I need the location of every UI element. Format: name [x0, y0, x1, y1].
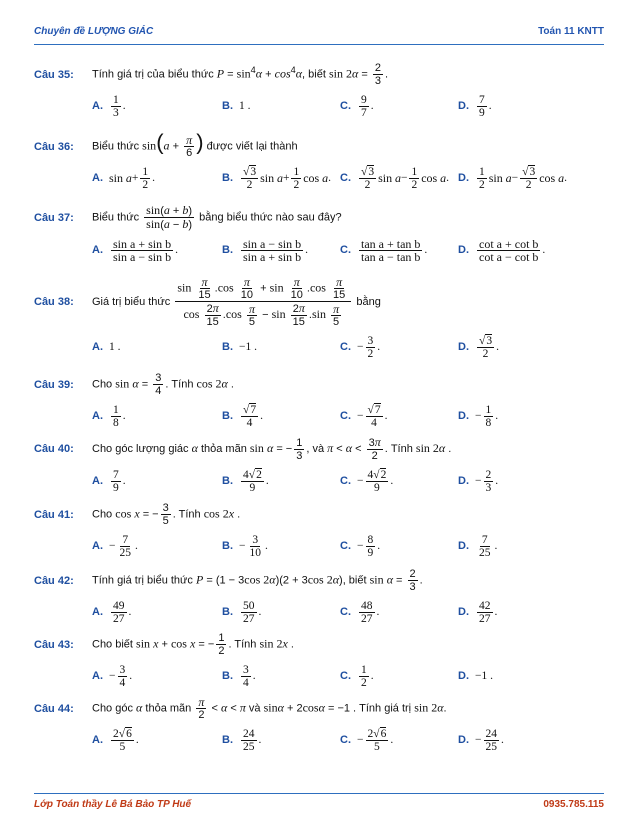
- option-c[interactable]: C. − $\frac{2√6}{5}$ .: [340, 727, 394, 753]
- question-38: [34, 276, 604, 362]
- option-b[interactable]: B. 1 .: [222, 100, 251, 112]
- option-a[interactable]: A. $\frac{1}{8}$ .: [92, 403, 126, 429]
- question-35: [34, 62, 604, 121]
- option-d[interactable]: D. − $\frac{24}{25}$ .: [458, 727, 504, 753]
- option-b[interactable]: B. $\frac{√3}{2}$ sin a + $\frac{1}{2}$ cos a .: [222, 165, 331, 191]
- option-d[interactable]: D. $\frac{7}{25}$ .: [458, 533, 498, 559]
- question-number: Câu 44:: [34, 702, 74, 715]
- option-d[interactable]: D. $\frac{√3}{2}$ .: [458, 334, 499, 360]
- option-b[interactable]: B. − $\frac{3}{10}$ .: [222, 533, 268, 559]
- option-a[interactable]: A. $\frac{1}{3}$ .: [92, 93, 126, 119]
- option-b[interactable]: B. $\frac{\text{sin a − sin b}}{\text{sin a + sin b}}$ .: [222, 236, 308, 264]
- option-b[interactable]: B. $\frac{24}{25}$ .: [222, 727, 262, 753]
- question-text: Giá trị biểu thức sin $\frac{\pi}{15}$ .cos $\frac{\pi}{10}$ + sin $\frac{\pi}{10}$ .cos $\frac{\pi}{15}$ cos $\frac{2\pi}{15}$ .cos $\frac{\pi}{5}$ − sin $\frac{2\pi}{15}$ .sin $\frac{\pi}{5}$ bằng: [92, 275, 381, 328]
- question-text: Cho góc α thỏa mãn $\frac{\pi}{2}$ < α < π và sinα + 2cosα = −1 . Tính giá trị sin 2α.: [92, 695, 447, 721]
- option-a[interactable]: A. $\frac{\text{sin a + sin b}}{\text{sin a − sin b}}$ .: [92, 236, 178, 264]
- question-40: [34, 436, 604, 496]
- option-b[interactable]: B. $\frac{√7}{4}$ .: [222, 403, 263, 429]
- option-b[interactable]: B. $\frac{50}{27}$ .: [222, 599, 262, 625]
- option-a[interactable]: A. $\frac{2√6}{5}$ .: [92, 727, 139, 753]
- question-text: Cho sin α = $\frac{3}{4}$ . Tính cos 2α .: [92, 372, 234, 397]
- answer-options: [34, 235, 604, 265]
- footer-teacher: Lớp Toán thầy Lê Bá Bảo TP Huế: [34, 799, 192, 810]
- option-c[interactable]: C. $\frac{√3}{2}$ sin a − $\frac{1}{2}$ cos a .: [340, 165, 449, 191]
- question-number: Câu 36:: [34, 140, 74, 153]
- answer-options: [34, 401, 604, 431]
- option-d[interactable]: D. − $\frac{2}{3}$ .: [458, 468, 499, 494]
- option-d[interactable]: D. − $\frac{1}{8}$ .: [458, 403, 499, 429]
- page-header: [34, 26, 604, 44]
- option-b[interactable]: B. $\frac{4√2}{9}$ .: [222, 468, 269, 494]
- header-topic: Chuyên đề LƯỢNG GIÁC: [34, 26, 154, 37]
- question-39: [34, 372, 604, 431]
- question-number: Câu 42:: [34, 574, 74, 587]
- option-a[interactable]: A. 1 .: [92, 341, 121, 353]
- footer-rule: [34, 793, 604, 794]
- answer-options: [34, 531, 604, 561]
- answer-options: [34, 466, 604, 496]
- answer-options: [34, 661, 604, 691]
- answer-options: [34, 163, 604, 193]
- question-number: Câu 38:: [34, 296, 74, 308]
- option-c[interactable]: C. − $\frac{4√2}{9}$ .: [340, 468, 394, 494]
- option-c[interactable]: C. $\frac{48}{27}$ .: [340, 599, 380, 625]
- question-text: Cho góc lượng giác α thỏa mãn sin α = − $\frac{1}{3}$ , và π < α < $\frac{3\pi}{2}$ . Tính sin 2α .: [92, 435, 452, 462]
- option-d[interactable]: D. $\frac{\text{cot a + cot b}}{\text{cot a − cot b}}$ .: [458, 236, 546, 264]
- option-a[interactable]: A. − $\frac{7}{25}$ .: [92, 533, 138, 559]
- question-43: [34, 632, 604, 691]
- option-c[interactable]: C. $\frac{9}{7}$ .: [340, 93, 374, 119]
- question-text: Biểu thức sin(a + $\frac{\pi}{6}$ ) được viết lại thành: [92, 129, 298, 159]
- question-number: Câu 43:: [34, 638, 74, 651]
- header-course: Toán 11 KNTT: [538, 26, 604, 37]
- question-41: [34, 502, 604, 561]
- header-rule: [34, 44, 604, 45]
- option-d[interactable]: D. $\frac{7}{9}$ .: [458, 93, 492, 119]
- question-number: Câu 37:: [34, 211, 74, 224]
- question-number: Câu 41:: [34, 508, 74, 521]
- option-c[interactable]: C. − $\frac{8}{9}$ .: [340, 533, 381, 559]
- option-c[interactable]: C. $\frac{1}{2}$ .: [340, 663, 374, 689]
- option-a[interactable]: A. − $\frac{3}{4}$ .: [92, 663, 133, 689]
- footer-phone: 0935.785.115: [543, 799, 604, 810]
- question-36: [34, 129, 604, 193]
- answer-options: [34, 91, 604, 121]
- option-a[interactable]: A. sin a + $\frac{1}{2}$ .: [92, 165, 156, 191]
- answer-options: [34, 332, 604, 362]
- option-d[interactable]: D. $\frac{1}{2}$ sin a − $\frac{√3}{2}$ cos a .: [458, 165, 567, 191]
- option-d[interactable]: D. −1 .: [458, 670, 493, 682]
- question-number: Câu 40:: [34, 443, 74, 455]
- question-text: Cho cos x = − $\frac{3}{5}$ . Tính cos 2x .: [92, 502, 241, 527]
- question-37: [34, 204, 604, 265]
- option-c[interactable]: C. $\frac{\text{tan a + tan b}}{\text{tan a − tan b}}$ .: [340, 236, 428, 264]
- question-44: [34, 696, 604, 755]
- page-footer: [34, 799, 604, 815]
- option-b[interactable]: B. −1 .: [222, 341, 257, 353]
- answer-options: [34, 597, 604, 627]
- option-a[interactable]: A. $\frac{7}{9}$ .: [92, 468, 126, 494]
- question-text: Tính giá trị của biểu thức $P = \sin^4\alpha + \cos^4\alpha$, biết sin 2α = $\frac{2}{3}$ .: [92, 62, 388, 87]
- question-text: Tính giá trị biểu thức P = (1 − 3cos 2α)(2 + 3cos 2α), biết sin α = $\frac{2}{3}$ .: [92, 568, 423, 593]
- answer-options: [34, 725, 604, 755]
- option-b[interactable]: B. $\frac{3}{4}$ .: [222, 663, 256, 689]
- question-text: Cho biết sin x + cos x = − $\frac{1}{2}$ . Tính sin 2x .: [92, 632, 294, 657]
- question-number: Câu 39:: [34, 378, 74, 391]
- question-text: Biểu thức $\frac{\sin(a + b)}{\sin(a - b)}$ bằng biểu thức nào sau đây?: [92, 203, 342, 231]
- option-a[interactable]: A. $\frac{49}{27}$ .: [92, 599, 132, 625]
- option-d[interactable]: D. $\frac{42}{27}$ .: [458, 599, 498, 625]
- option-c[interactable]: C. − $\frac{√7}{4}$ .: [340, 403, 388, 429]
- question-42: [34, 568, 604, 627]
- question-number: Câu 35:: [34, 68, 74, 81]
- option-c[interactable]: C. − $\frac{3}{2}$ .: [340, 334, 381, 360]
